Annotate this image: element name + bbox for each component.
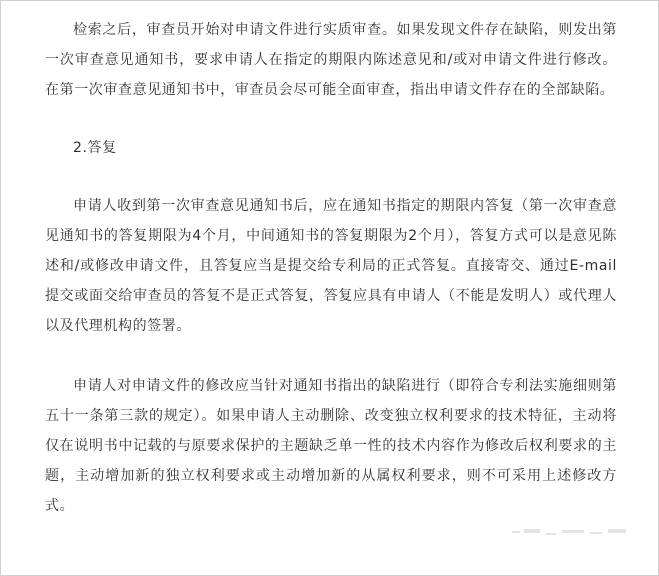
paragraph-spacer — [45, 163, 617, 191]
faint-watermark-icon — [512, 527, 632, 539]
paragraph-substantive-examination: 检索之后，审查员开始对申请文件进行实质审查。如果发现文件存在缺陷，则发出第一次审查意见通知书，要求申请人在指定的期限内陈述意见和/或对申请文件进行修改。在第一次审查意见通知书中，审查员会尽可能全面审查，指出申请文件存在的全部缺陷。 — [45, 22, 617, 98]
paragraph-spacer — [45, 341, 617, 371]
section-heading-reply: 2.答复 — [73, 140, 117, 156]
paragraph-reply-requirements: 申请人收到第一次审查意见通知书后，应在通知书指定的期限内答复（第一次审查意见通知书的答复期限为4个月，中间通知书的答复期限为2个月），答复方式可以是意见陈述和/或修改申请文件，且答复应当是提交给专利局的正式答复。直接寄交、通过E-mail提交或面交给审查员的答复不是正式答复，答复应具有申请人（不能是发明人）或代理人以及代理机构的签署。 — [45, 198, 617, 334]
document-body — [45, 15, 617, 521]
paragraph-amendment-rules: 申请人对申请文件的修改应当针对通知书指出的缺陷进行（即符合专利法实施细则第五十一条第三款的规定）。如果申请人主动删除、改变独立权利要求的技术特征，主动将仅在说明书中记载的与原要求保护的主题缺乏单一性的技术内容作为修改后权利要求的主题，主动增加新的独立权利要求或主动增加新的从属权利要求，则不可采用上述修改方式。 — [45, 378, 617, 514]
paragraph-spacer — [45, 105, 617, 133]
